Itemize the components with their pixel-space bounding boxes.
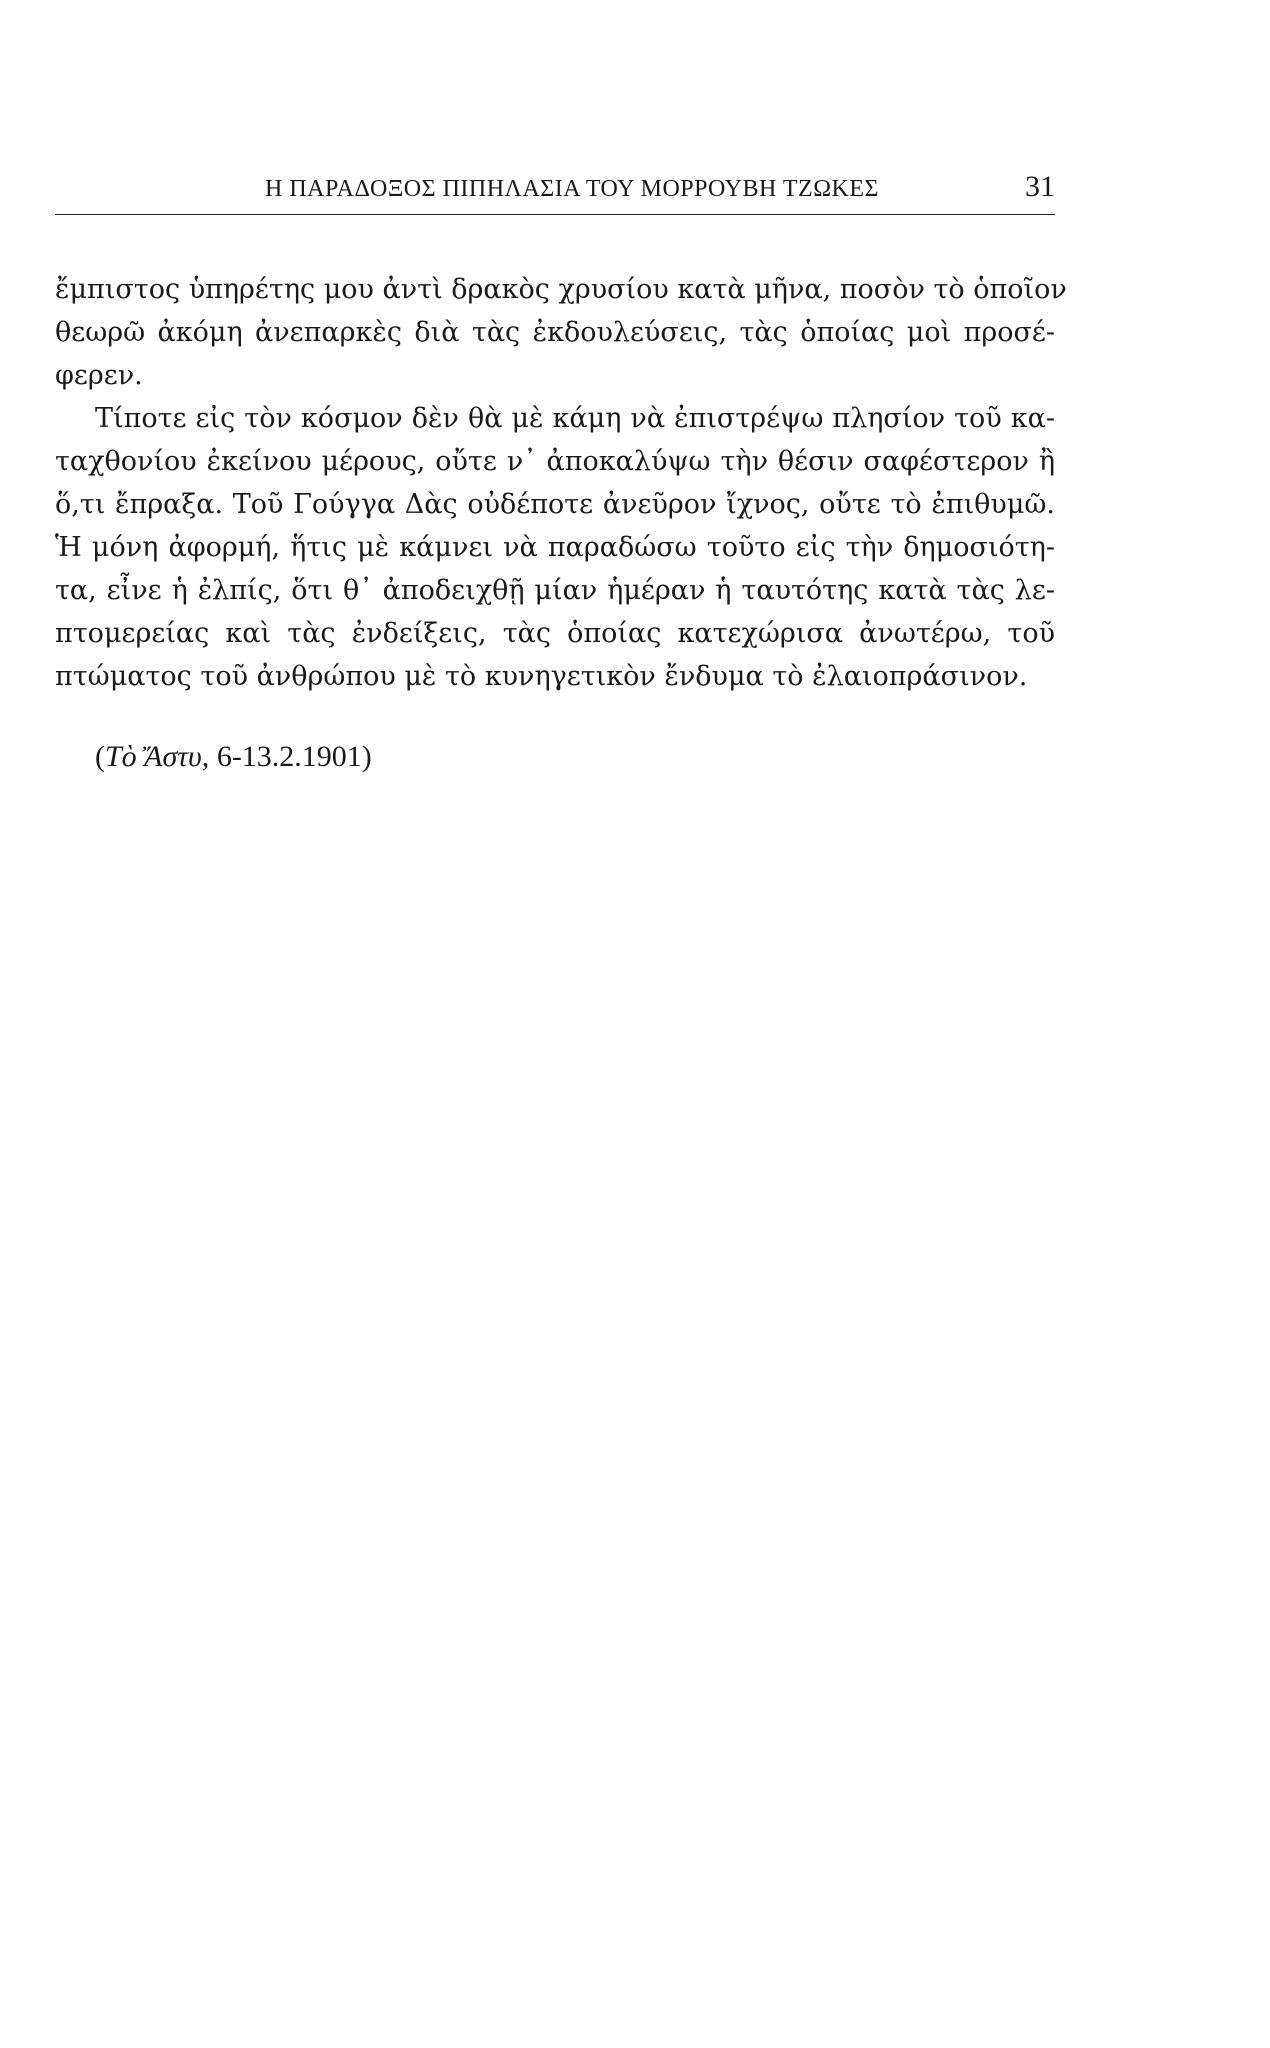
page-number: 31 (1025, 170, 1055, 203)
text-line: θεωρῶ ἀκόμη ἀνεπαρκὲς διὰ τὰς ἐκδουλεύσεις, τὰς ὁποίας μοὶ προσέ- (55, 317, 1055, 348)
text-line: Τίποτε εἰς τὸν κόσμον δὲν θὰ μὲ κάμη νὰ ἐπιστρέψω πλησίον τοῦ κα- (95, 403, 1055, 434)
text-line: ὅ,τι ἔπραξα. Τοῦ Γούγγα Δὰς οὐδέποτε ἀνεῦρον ἴχνος, οὔτε τὸ ἐπιθυμῶ. (55, 489, 1055, 520)
header-rule (55, 214, 1055, 215)
source-open-paren: ( (95, 740, 105, 773)
running-title: Η ΠΑΡΑΔΟΞΟΣ ΠΙΠΗΛΑΣΙΑ ΤΟΥ ΜΟΡΡΟΥΒΗ ΤΖΩΚΕΣ (265, 176, 879, 202)
source-journal: Τὸ Ἄστυ, (105, 740, 210, 773)
text-line: τα, εἶνε ἡ ἐλπίς, ὅτι θ᾿ ἀποδειχθῇ μίαν ἡμέραν ἡ ταυτότης κατὰ τὰς λε- (55, 575, 1055, 606)
text-line: ταχθονίου ἐκείνου μέρους, οὔτε ν᾿ ἀποκαλύψω τὴν θέσιν σαφέστερον ἢ (55, 446, 1055, 477)
running-head (55, 170, 1055, 210)
source-dates: 6-13.2.1901) (209, 740, 372, 773)
text-line: φερεν. (55, 360, 143, 391)
body-text (55, 268, 1067, 698)
text-line: πτώματος τοῦ ἀνθρώπου μὲ τὸ κυνηγετικὸν ἔνδυμα τὸ ἐλαιοπράσινον. (55, 661, 1028, 692)
text-line: ἔμπιστος ὑπηρέτης μου ἀντὶ δρακὸς χρυσίου κατὰ μῆνα, ποσὸν τὸ ὁποῖον (55, 274, 1067, 305)
text-line: Ἡ μόνη ἀφορμή, ἥτις μὲ κάμνει νὰ παραδώσω τοῦτο εἰς τὴν δημοσιότη- (55, 532, 1055, 563)
text-line: πτομερείας καὶ τὰς ἐνδείξεις, τὰς ὁποίας κατεχώρισα ἀνωτέρω, τοῦ (55, 618, 1055, 649)
source-citation (95, 740, 372, 774)
